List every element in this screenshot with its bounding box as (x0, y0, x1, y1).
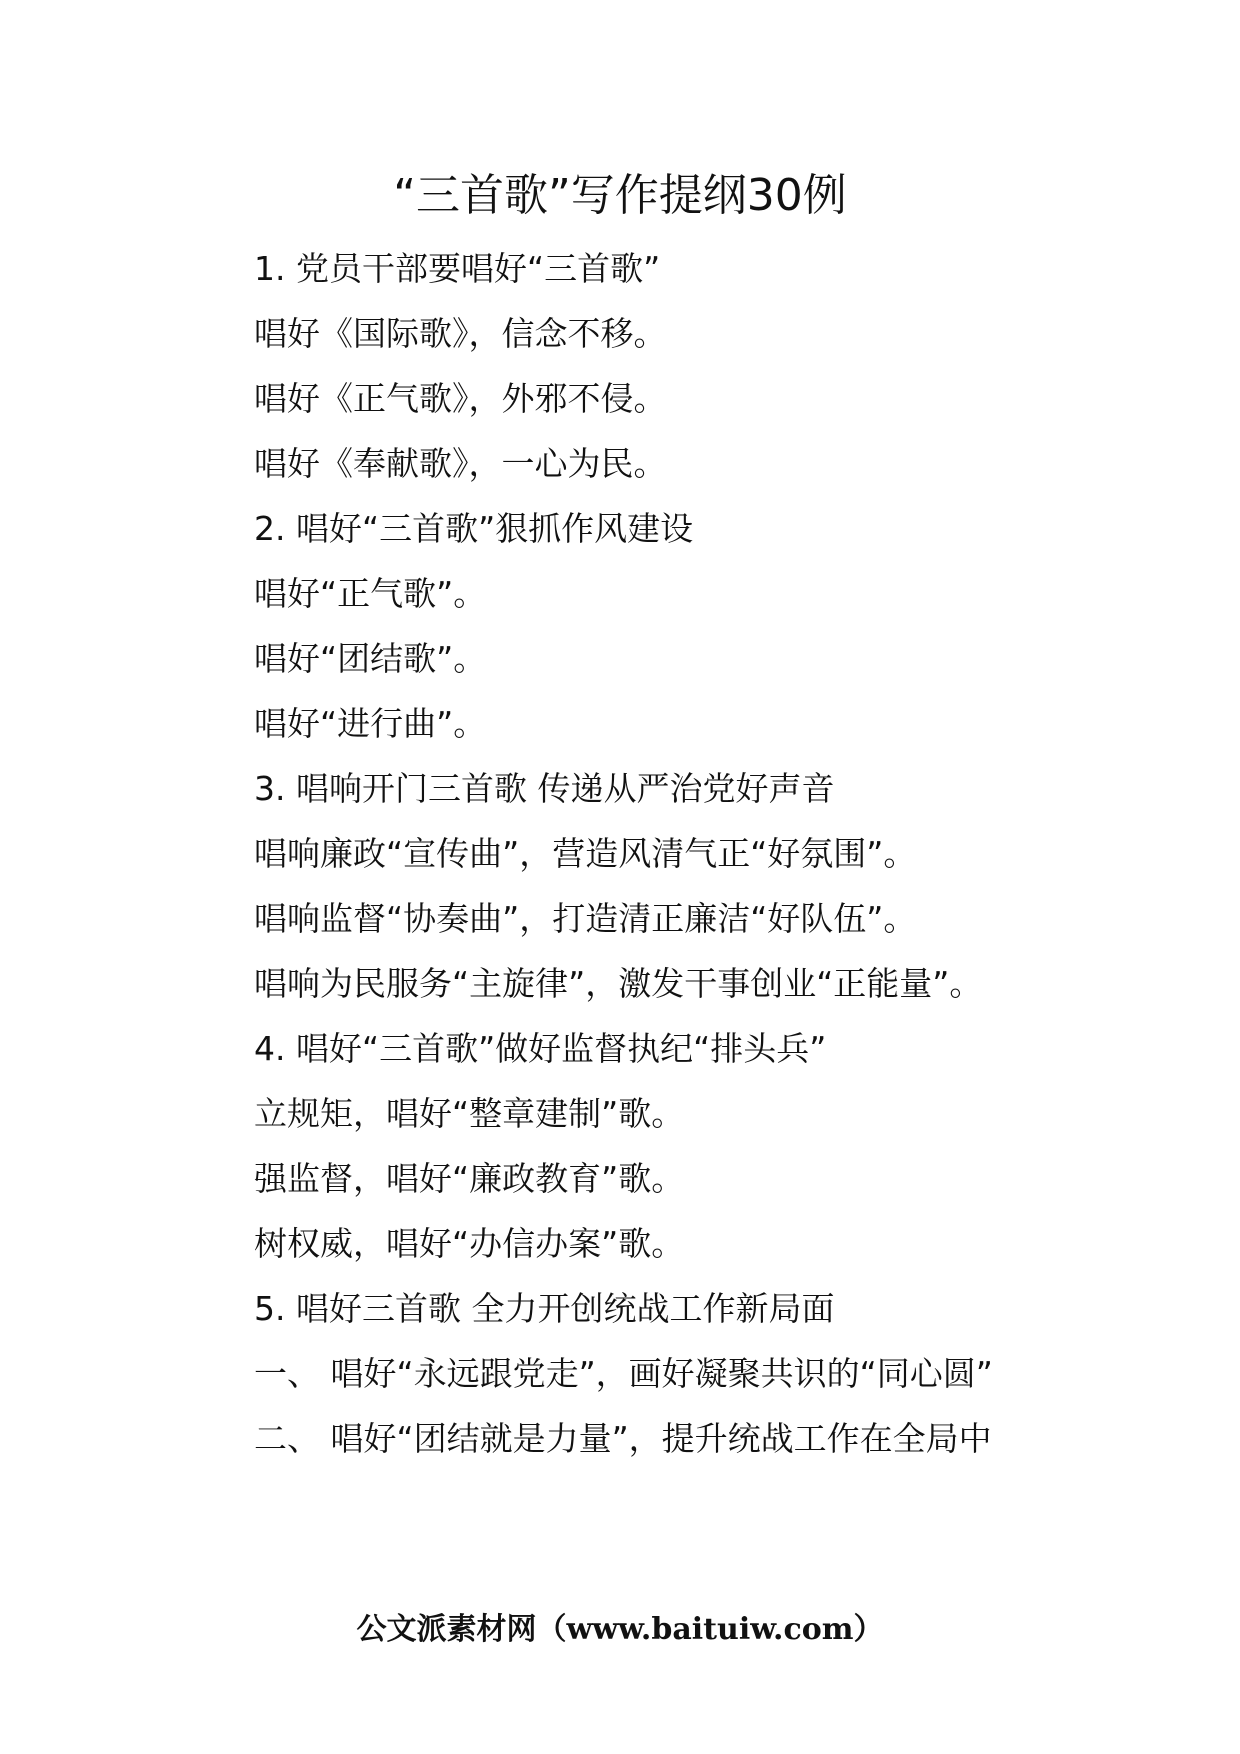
paragraph-line: 唱响廉政“宣传曲”，营造风清气正“好氛围”。 (254, 834, 917, 873)
heading-5: 5. 唱好三首歌 全力开创统战工作新局面 (254, 1289, 835, 1328)
paragraph-line: 强监督，唱好“廉政教育”歌。 (254, 1159, 685, 1198)
paragraph-line: 唱好“进行曲”。 (254, 704, 487, 743)
paragraph-wrapped: 唱响为民服务“主旋律”，激发干事创业“正能量”。 (254, 964, 983, 1003)
document-body (188, 236, 1058, 1471)
paragraph-line: 唱好“团结歌”。 (254, 639, 487, 678)
heading-2: 2. 唱好“三首歌”狠抓作风建设 (254, 509, 694, 548)
watermark-footer: 公文派素材网（www.baituiw.com） (356, 1612, 884, 1647)
paragraph-line: 唱好《正气歌》，外邪不侵。 (254, 379, 667, 418)
paragraph-line: 唱好“正气歌”。 (254, 574, 487, 613)
paragraph-line: 唱好《奉献歌》，一心为民。 (254, 444, 667, 483)
paragraph-line: 唱响监督“协奏曲”，打造清正廉洁“好队伍”。 (254, 899, 917, 938)
heading-3: 3. 唱响开门三首歌 传递从严治党好声音 (254, 769, 835, 808)
document-title: “三首歌”写作提纲30例 (393, 170, 847, 221)
paragraph-line: 树权威，唱好“办信办案”歌。 (254, 1224, 685, 1263)
paragraph-line: 立规矩，唱好“整章建制”歌。 (254, 1094, 685, 1133)
paragraph-wrapped: 一、 唱好“永远跟党走”，画好凝聚共识的“同心圆” (254, 1354, 993, 1393)
paragraph-line: 唱好《国际歌》，信念不移。 (254, 314, 667, 353)
paragraph-line: 二、 唱好“团结就是力量”，提升统战工作在全局中 (254, 1419, 992, 1458)
heading-1: 1. 党员干部要唱好“三首歌” (254, 249, 661, 288)
heading-4: 4. 唱好“三首歌”做好监督执纪“排头兵” (254, 1029, 827, 1068)
